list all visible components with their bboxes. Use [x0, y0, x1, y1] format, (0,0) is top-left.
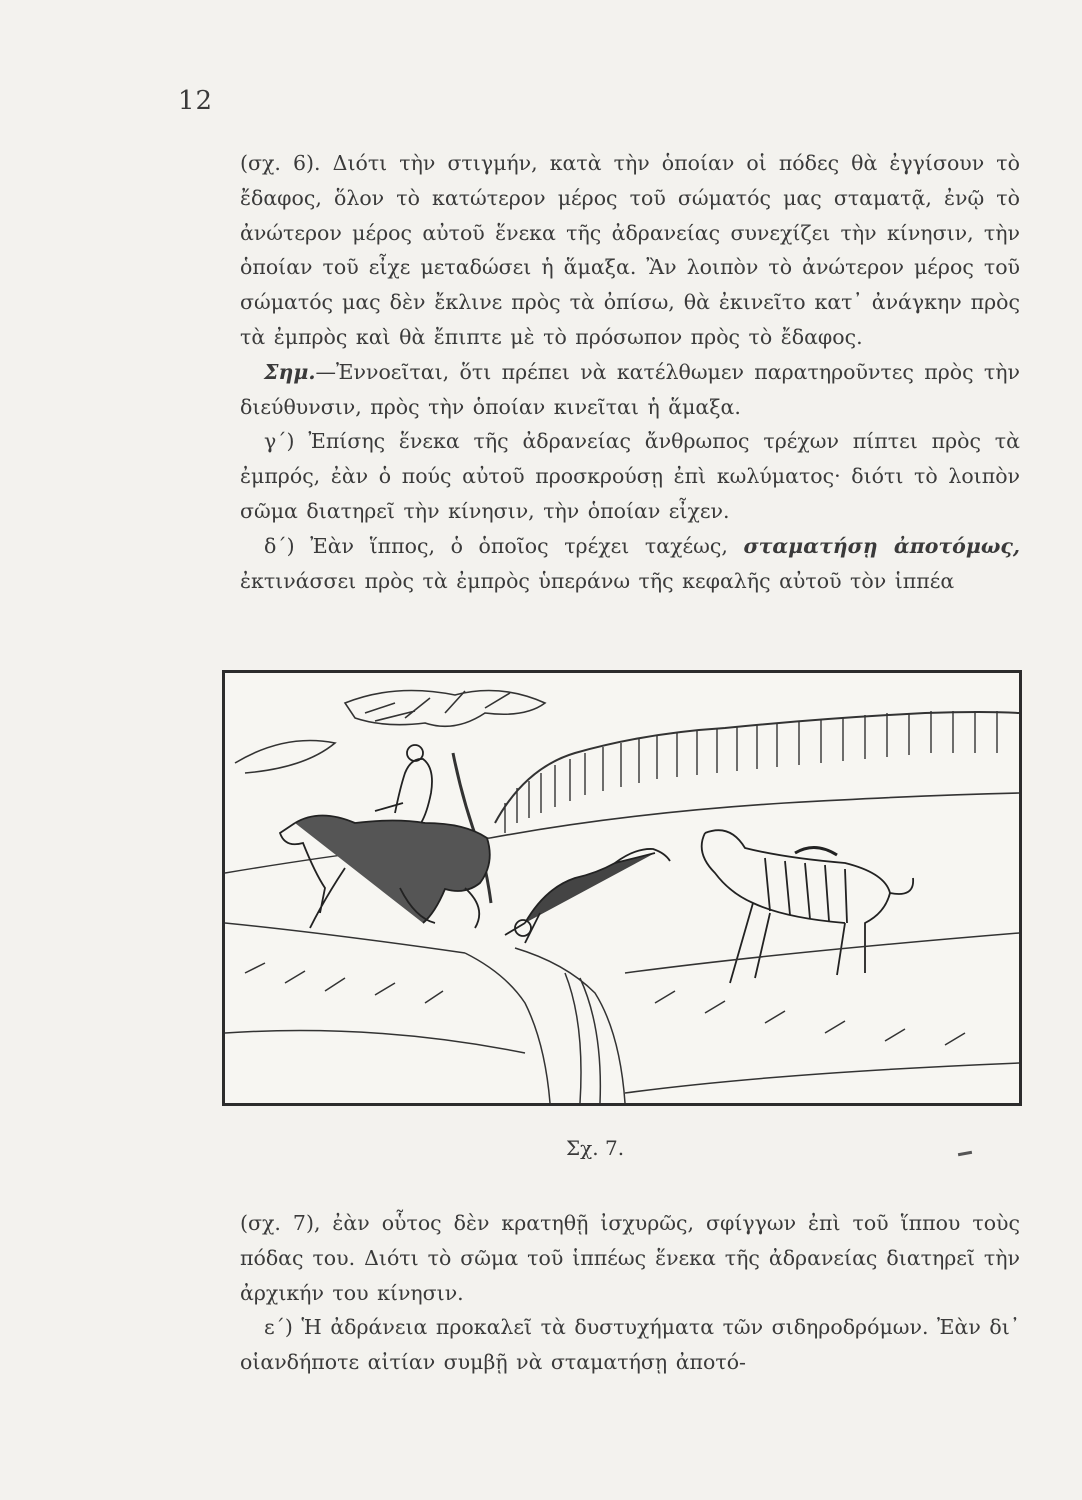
- item-c-paragraph: γ΄) Ἐπίσης ἕνεκα τῆς ἀδρανείας ἄνθρωπος τρέχων πίπτει πρὸς τὰ ἐμπρός, ἐὰν ὁ πούς αὐτοῦ προσκρούσῃ ἐπὶ κωλύματος· διότι τὸ λοιπὸν σῶμα διατηρεῖ τὴν κίνησιν, τὴν ὁποίαν εἶχεν.: [240, 429, 1020, 523]
- note-text: —Ἐννοεῖται, ὅτι πρέπει νὰ κατέλθωμεν παρατηροῦντες πρὸς τὴν διεύθυνσιν, πρὸς τὴν ὁποίαν κινεῖται ἡ ἅμαξα.: [240, 359, 1020, 419]
- figure-caption: Σχ. 7.: [566, 1136, 625, 1160]
- print-mark: [958, 1151, 972, 1156]
- item-d-text-after: ἐκτινάσσει πρὸς τὰ ἐμπρὸς ὑπεράνω τῆς κεφαλῆς αὐτοῦ τὸν ἱππέα: [240, 568, 955, 593]
- note-label: Σημ.: [264, 359, 316, 384]
- item-e-paragraph: ε΄) Ἡ ἀδράνεια προκαλεῖ τὰ δυστυχήματα τῶν σιδηροδρόμων. Ἐὰν δι᾿ οἱανδήποτε αἰτίαν συμβῇ νὰ σταματήσῃ ἀποτό-: [240, 1315, 1020, 1375]
- illustration-drawing: [225, 673, 1019, 1103]
- illustration-rider-thrown-from-horse: [222, 670, 1022, 1106]
- ditch-and-field: [225, 923, 1019, 1103]
- lower-text: [240, 1206, 1020, 1380]
- falling-man: [505, 849, 670, 943]
- item-d-paragraph: [240, 529, 1020, 599]
- item-d-emphasis: σταματήσῃ ἀποτόμως,: [743, 533, 1020, 558]
- page-number: 12: [178, 86, 214, 116]
- item-d-text-before: δ΄) Ἐὰν ἵππος, ὁ ὁποῖος τρέχει ταχέως,: [264, 533, 744, 558]
- note-paragraph: [240, 355, 1020, 425]
- upper-text: [240, 146, 1020, 598]
- paragraph-continuation: (σχ. 6). Διότι τὴν στιγμήν, κατὰ τὴν ὁποίαν οἱ πόδες θὰ ἐγγίσουν τὸ ἔδαφος, ὅλον τὸ κατώτερον μέρος τοῦ σώματός μας σταματᾷ, ἐνῷ τὸ ἀνώτερον μέρος αὐτοῦ ἕνεκα τῆς ἀδρανείας συνεχίζει τὴν κίνησιν, τὴν ὁποίαν τοῦ εἶχε μεταδώσει ἡ ἅμαξα. Ἂν λοιπὸν τὸ ἀνώτερον μέρος τοῦ σώματός μας δὲν ἔκλινε πρὸς τὰ ὀπίσω, θὰ ἐκινεῖτο κατ᾿ ἀνάγκην πρὸς τὰ ἐμπρὸς καὶ θὰ ἔπιπτε μὲ τὸ πρόσωπον πρὸς τὸ ἔδαφος.: [240, 151, 1020, 349]
- paragraph-after-figure: (σχ. 7), ἐὰν οὗτος δὲν κρατηθῇ ἰσχυρῶς, σφίγγων ἐπὶ τοῦ ἵππου τοὺς πόδας του. Διότι τὸ σῶμα τοῦ ἱππέως ἕνεκα τῆς ἀδρανείας διατηρεῖ τὴν ἀρχικήν του κίνησιν.: [240, 1211, 1020, 1305]
